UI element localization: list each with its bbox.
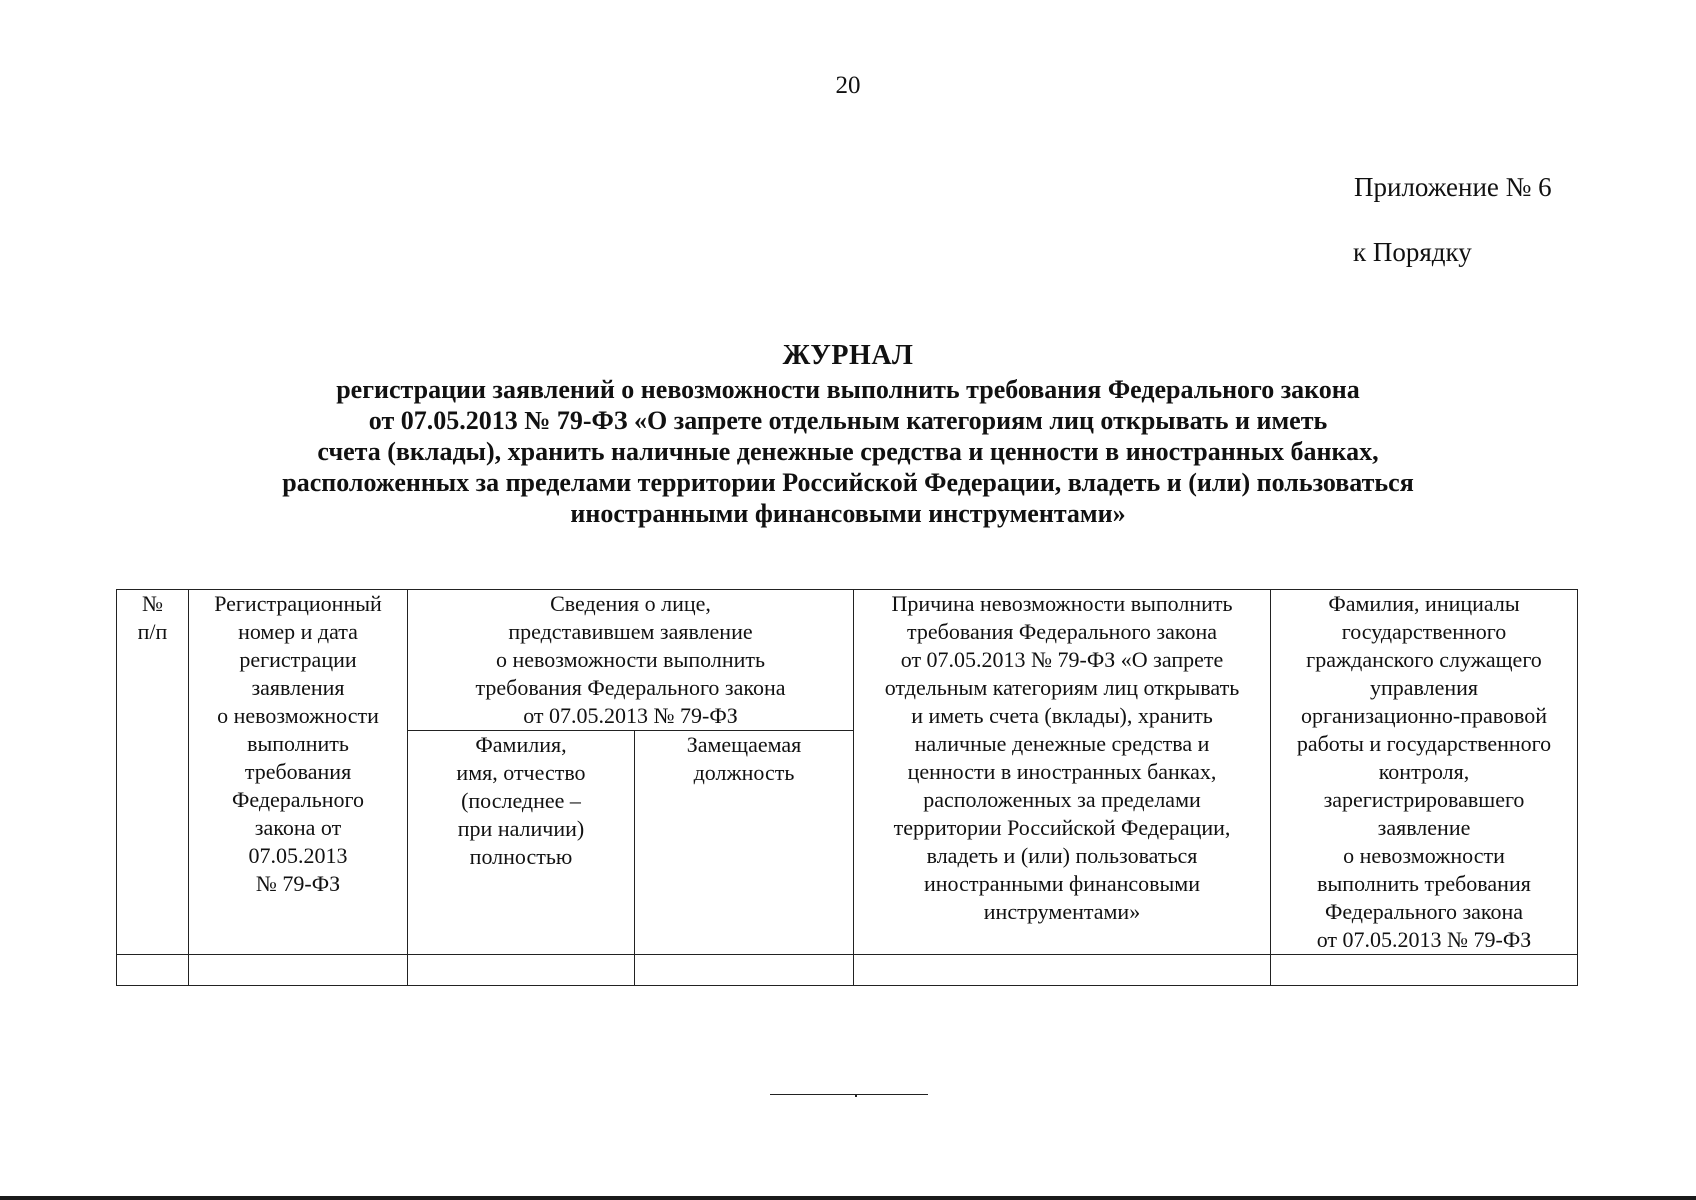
title-line: иностранными финансовыми инструментами» [570,499,1126,528]
page-number: 20 [835,72,861,99]
header-full-name: Фамилия, имя, отчество (последнее – при наличии) полностью [408,731,635,955]
table-cell [1271,955,1578,986]
document-title [100,340,1596,529]
end-line-mark [855,1094,857,1097]
table-cell [117,955,189,986]
header-registrar: Фамилия, инициалы государственного гражданского служащего управления организационно-правовой работы и государственного контроля, зарегистрировавшего заявление о невозможности выполнить требования Федерального закона от 07.05.2013 № 79-ФЗ [1271,590,1578,955]
table-cell [854,955,1271,986]
table-row [117,955,1578,986]
title-heading: ЖУРНАЛ [782,340,914,371]
title-line: регистрации заявлений о невозможности выполнить требования Федерального закона [336,375,1360,404]
header-person-info-group: Сведения о лице, представившем заявление о невозможности выполнить требования Федерального закона от 07.05.2013 № 79-ФЗ [408,590,854,731]
table-header-row [117,590,1578,731]
header-position: Замещаемая должность [635,731,854,955]
table-cell [408,955,635,986]
header-number: № п/п [117,590,189,955]
appendix-label: Приложение № 6 [1354,172,1552,202]
title-line: счета (вклады), хранить наличные денежные средства и ценности в иностранных банках, [317,437,1379,466]
header-registration-number: Регистрационный номер и дата регистрации заявления о невозможности выполнить требования Федерального закона от 07.05.2013 № 79-ФЗ [189,590,408,955]
table-cell [635,955,854,986]
registration-journal-table [116,589,1578,986]
title-line: расположенных за пределами территории Российской Федерации, владеть и (или) пользоваться [282,468,1414,497]
title-line: от 07.05.2013 № 79-ФЗ «О запрете отдельным категориям лиц открывать и иметь [368,406,1328,435]
scan-bottom-edge [0,1196,1696,1200]
appendix-reference: к Порядку [1353,237,1472,267]
table-cell [189,955,408,986]
end-of-document-line [770,1094,928,1095]
header-reason: Причина невозможности выполнить требования Федерального закона от 07.05.2013 № 79-ФЗ «О запрете отдельным категориям лиц открывать и иметь счета (вклады), хранить наличные денежные средства и ценности в иностранных банках, расположенных за пределами территории Российской Федерации, владеть и (или) пользоваться иностранными финансовыми инструментами» [854,590,1271,955]
